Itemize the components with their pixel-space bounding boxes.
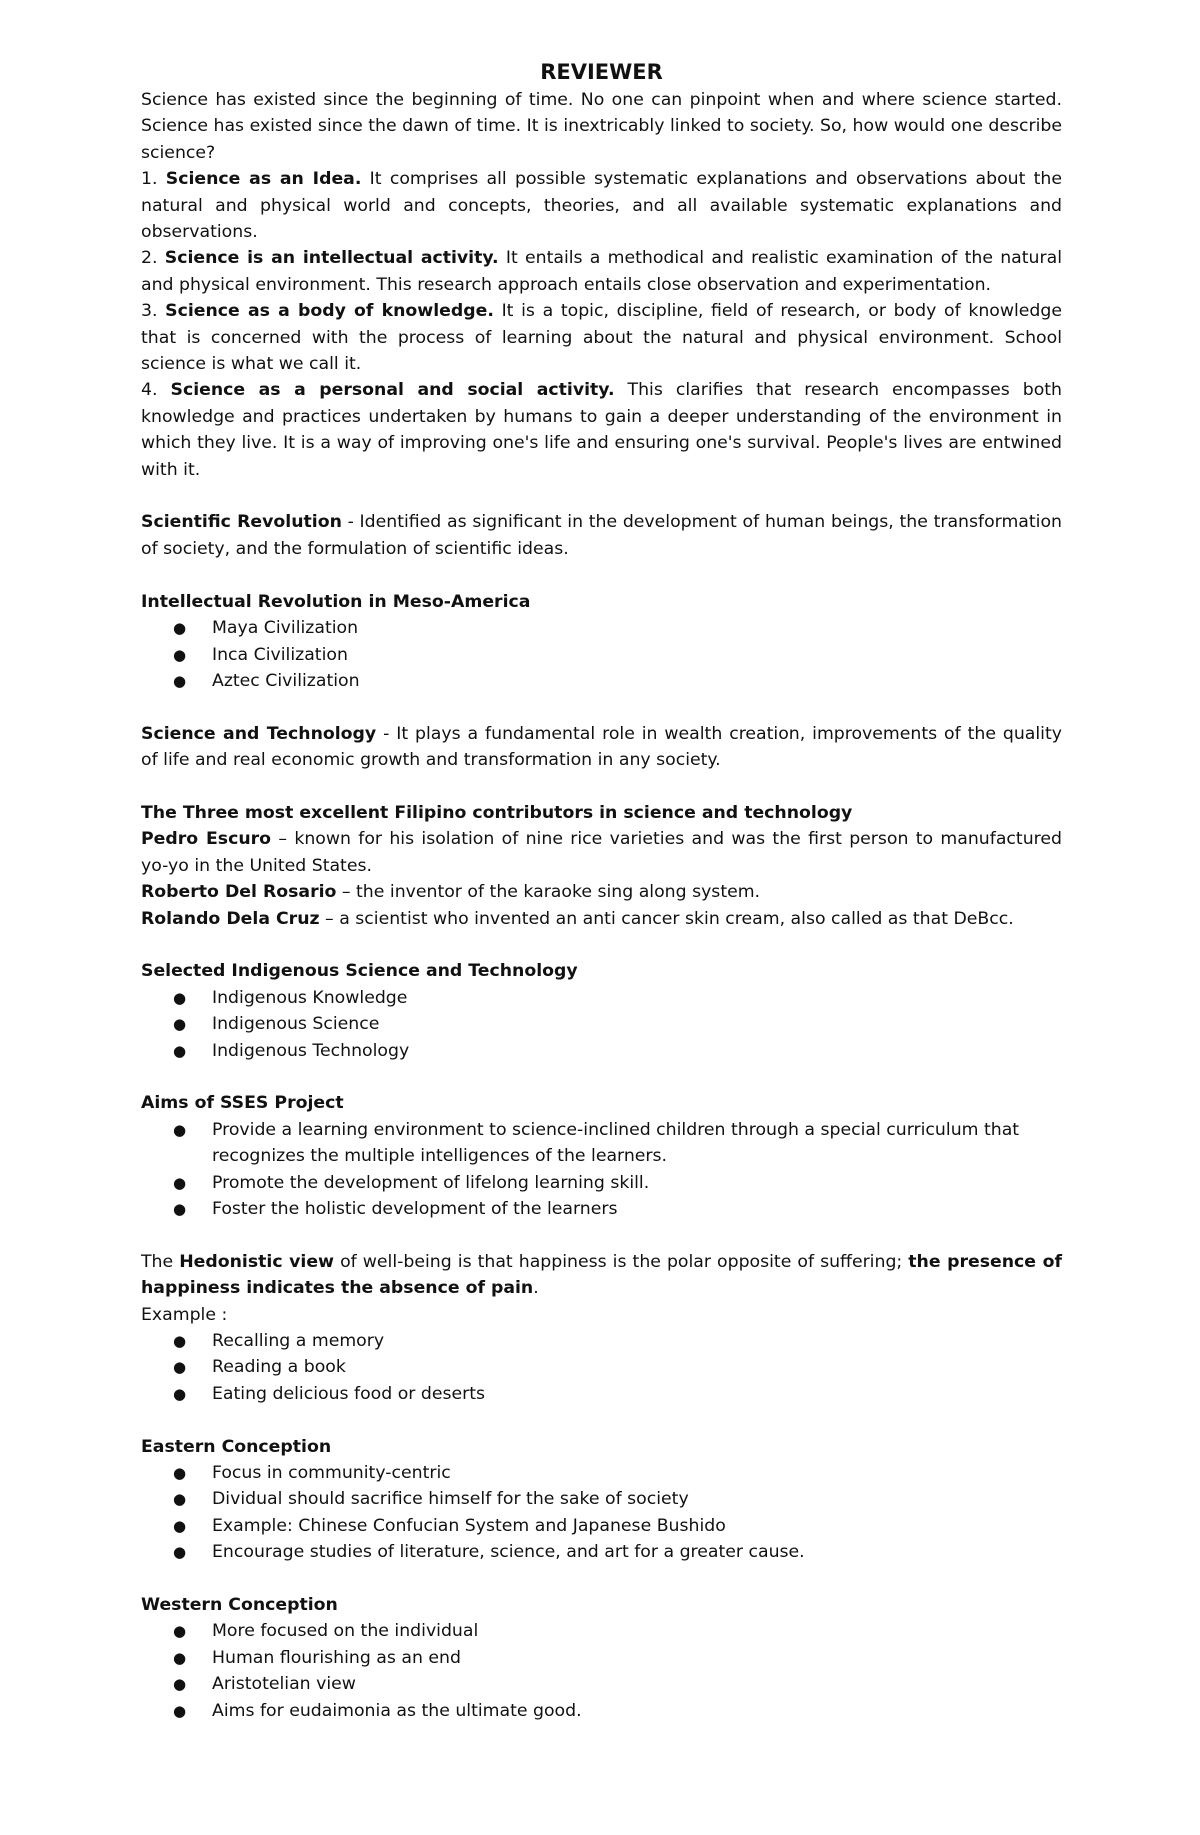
scientific-revolution-text: - Identified as significant in the development of human beings, the transformation of society, and the formulation of scientific ideas. <box>141 512 1062 559</box>
definition-text: It entails a methodical and realistic examination of the natural and physical environment. This research approach entails close observation and experimentation. <box>141 248 1062 295</box>
bullet-icon: ● <box>173 1331 187 1350</box>
definition-term: Science is an intellectual activity. <box>164 248 499 269</box>
list-item-text: Reading a book <box>212 1357 346 1378</box>
list-item <box>141 1038 1062 1064</box>
scientific-revolution-paragraph <box>141 509 1062 562</box>
list-item-text: Encourage studies of literature, science, and art for a greater cause. <box>212 1542 805 1563</box>
definition-number: 1. <box>141 169 166 190</box>
list-item <box>141 1328 1062 1354</box>
spacer <box>141 774 1062 800</box>
list-item <box>141 668 1062 694</box>
definition-3 <box>141 298 1062 377</box>
person-text: – a scientist who invented an anti cancer skin cream, also called as that DeBcc. <box>319 908 1014 929</box>
scientific-revolution-term: Scientific Revolution <box>141 512 342 533</box>
list-item-text: Maya Civilization <box>212 618 359 639</box>
list-item-text: Foster the holistic development of the learners <box>212 1198 618 1219</box>
list-item-text: Aztec Civilization <box>212 670 360 691</box>
hedonistic-end: . <box>533 1278 539 1299</box>
definition-term: Science as a personal and social activity. <box>170 380 615 401</box>
filipino-person-1 <box>141 826 1062 879</box>
list-item-text: Inca Civilization <box>212 644 348 665</box>
bullet-icon: ● <box>173 1516 187 1535</box>
list-item-text: Example: Chinese Confucian System and Japanese Bushido <box>212 1515 726 1536</box>
meso-america-heading: Intellectual Revolution in Meso-America <box>141 591 531 612</box>
bullet-icon: ● <box>173 1015 187 1034</box>
spacer <box>141 1222 1062 1248</box>
list-item <box>141 1460 1062 1486</box>
spacer <box>141 932 1062 958</box>
hedonistic-paragraph <box>141 1249 1062 1302</box>
document-title: REVIEWER <box>540 60 663 84</box>
list-item <box>141 1117 1062 1170</box>
list-item <box>141 1539 1062 1565</box>
list-item-text: Aims for eudaimonia as the ultimate good. <box>212 1700 582 1721</box>
list-item <box>141 1354 1062 1380</box>
definition-number: 3. <box>141 301 166 322</box>
list-item-text: Indigenous Technology <box>212 1040 410 1061</box>
spacer <box>141 1064 1062 1090</box>
list-item <box>141 1381 1062 1407</box>
person-text: – known for his isolation of nine rice varieties and was the first person to manufactured yo-yo in the United States. <box>141 829 1062 876</box>
sci-tech-paragraph <box>141 721 1062 774</box>
bullet-icon: ● <box>173 1490 187 1509</box>
hedonistic-pre: The <box>141 1251 180 1272</box>
hedonistic-mid: of well-being is that happiness is the polar opposite of suffering; <box>334 1251 909 1272</box>
bullet-icon: ● <box>173 1701 187 1720</box>
spacer <box>141 483 1062 509</box>
intro-paragraph: Science has existed since the beginning of time. No one can pinpoint when and where science started. Science has existed since the dawn of time. It is inextricably linked to society. So, how would one describe science? <box>141 90 1062 163</box>
list-item-text: Dividual should sacrifice himself for the sake of society <box>212 1489 689 1510</box>
bullet-icon: ● <box>173 1464 187 1482</box>
person-text: – the inventor of the karaoke sing along system. <box>336 882 761 903</box>
list-item-text: More focused on the individual <box>212 1621 479 1642</box>
western-list <box>141 1618 1062 1724</box>
list-item-text: Provide a learning environment to science-inclined children through a special curriculum that recognizes the multiple intelligences of the learners. <box>212 1119 1020 1167</box>
list-item <box>141 1698 1062 1724</box>
definition-term: Science as an Idea. <box>165 169 362 190</box>
definition-1 <box>141 166 1062 245</box>
spacer <box>141 694 1062 720</box>
bullet-icon: ● <box>173 1622 187 1641</box>
list-item-text: Focus in community-centric <box>212 1463 451 1483</box>
definition-text: This clarifies that research encompasses both knowledge and practices undertaken by humans to gain a deeper understanding of the environment in which they live. It is a way of improving one's life and ensuring one's survival. People's lives are entwined with it. <box>141 380 1063 480</box>
hedonistic-emphasis: the presence of happiness indicates the absence of pain <box>141 1251 1062 1299</box>
bullet-icon: ● <box>173 1358 187 1377</box>
western-heading: Western Conception <box>141 1595 338 1616</box>
list-item-text: Aristotelian view <box>212 1674 356 1695</box>
bullet-icon: ● <box>173 1120 187 1139</box>
list-item-text: Indigenous Knowledge <box>212 987 408 1008</box>
list-item <box>141 642 1062 668</box>
definition-number: 2. <box>141 248 165 269</box>
bullet-icon: ● <box>173 1648 187 1667</box>
definition-number: 4. <box>141 380 171 401</box>
sci-tech-term: Science and Technology <box>141 723 377 744</box>
indigenous-heading: Selected Indigenous Science and Technology <box>141 961 578 982</box>
list-item-text: Promote the development of lifelong learning skill. <box>212 1172 650 1193</box>
definition-text: It comprises all possible systematic explanations and observations about the natural and physical world and concepts, theories, and all available systematic explanations and observations. <box>141 169 1062 243</box>
definition-2 <box>141 245 1062 298</box>
list-item <box>141 1671 1062 1697</box>
filipino-person-3 <box>141 906 1062 932</box>
definition-text: It is a topic, discipline, field of research, or body of knowledge that is concerned with the process of learning about the natural and physical environment. School science is what we call it. <box>141 301 1062 375</box>
spacer <box>141 1566 1062 1592</box>
person-name: Rolando Dela Cruz <box>141 908 320 929</box>
list-item-text: Eating delicious food or deserts <box>212 1383 486 1404</box>
list-item-text: Human flourishing as an end <box>212 1647 461 1668</box>
hedonistic-examples-list <box>141 1328 1062 1407</box>
eastern-heading: Eastern Conception <box>141 1436 332 1457</box>
indigenous-list <box>141 985 1062 1064</box>
bullet-icon: ● <box>173 1384 187 1403</box>
person-name: Roberto Del Rosario <box>141 882 337 903</box>
list-item-text: Indigenous Science <box>212 1014 380 1035</box>
bullet-icon: ● <box>173 1173 187 1192</box>
bullet-icon: ● <box>173 1199 187 1218</box>
definition-term: Science as a body of knowledge. <box>165 301 494 322</box>
list-item <box>141 1170 1062 1196</box>
filipino-heading: The Three most excellent Filipino contributors in science and technology <box>141 802 853 823</box>
list-item <box>141 1645 1062 1671</box>
spacer <box>141 1407 1062 1433</box>
list-item-text: Recalling a memory <box>212 1330 385 1351</box>
sses-heading: Aims of SSES Project <box>141 1093 344 1114</box>
list-item <box>141 615 1062 641</box>
list-item <box>141 1513 1062 1539</box>
eastern-list <box>141 1460 1062 1566</box>
list-item <box>141 1011 1062 1037</box>
list-item <box>141 985 1062 1011</box>
definition-4 <box>141 377 1062 483</box>
hedonistic-term: Hedonistic view <box>179 1251 335 1272</box>
sci-tech-text: - It plays a fundamental role in wealth creation, improvements of the quality of life and real economic growth and transformation in any society. <box>141 723 1062 771</box>
sses-list <box>141 1117 1062 1223</box>
list-item <box>141 1618 1062 1644</box>
example-label: Example : <box>141 1304 228 1325</box>
bullet-icon: ● <box>173 1675 187 1694</box>
filipino-person-2 <box>141 879 1062 905</box>
meso-america-list <box>141 615 1062 694</box>
list-item <box>141 1196 1062 1222</box>
bullet-icon: ● <box>173 988 187 1007</box>
bullet-icon: ● <box>173 1543 187 1562</box>
person-name: Pedro Escuro <box>141 829 272 850</box>
spacer <box>141 562 1062 588</box>
bullet-icon: ● <box>173 645 187 664</box>
list-item <box>141 1486 1062 1512</box>
bullet-icon: ● <box>173 671 187 690</box>
bullet-icon: ● <box>173 1041 187 1060</box>
bullet-icon: ● <box>173 619 187 638</box>
